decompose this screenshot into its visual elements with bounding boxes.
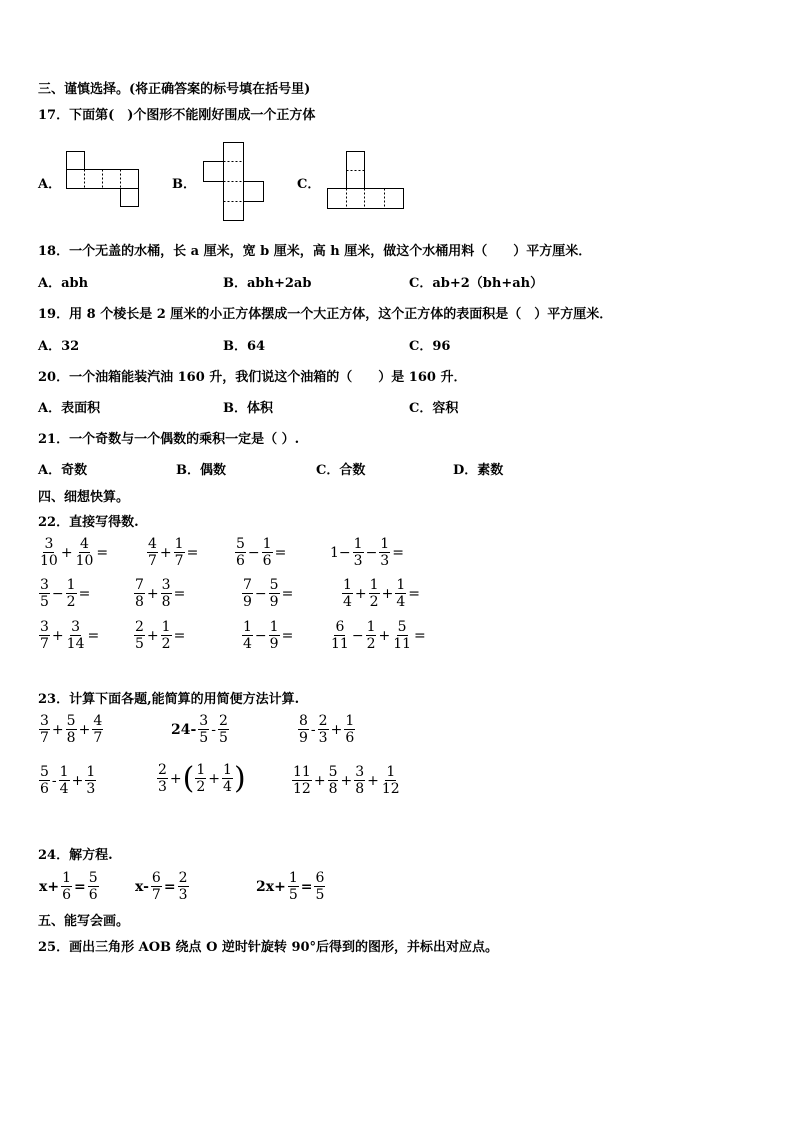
q22-expression-5: $\frac{3}{5}$ − $\frac{1}{2}$ = [40,577,91,610]
q24-equation-1: x+ $\frac{1}{6}$ = $\frac{5}{6}$ [39,870,98,903]
q23-expression-4: $\frac{5}{6}$ - $\frac{1}{4}$ + $\frac{1}{3}$ [40,764,96,797]
q22-expression-12: $\frac{6}{11}$ − $\frac{1}{2}$ + $\frac{5}{11}$ = [331,619,426,652]
q23-expression-6: $\frac{11}{12}$ + $\frac{5}{8}$ + $\frac{3}{8}$ + $\frac{1}{12}$ [293,764,400,797]
q17-option-a-label: A． [38,177,62,192]
q23-expression-3: $\frac{8}{9}$ - $\frac{2}{3}$ + $\frac{1}{6}$ [299,713,355,746]
q22-expression-8: $\frac{1}{4}$ + $\frac{1}{2}$ + $\frac{1}{4}$ = [343,577,420,610]
q22-expression-7: $\frac{7}{9}$ − $\frac{5}{9}$ = [243,577,294,610]
question-18: 18．一个无盖的水桶，长 a 厘米，宽 b 厘米，高 h 厘米，做这个水桶用料（ ）平方厘米． [38,244,592,259]
q18-option-b: B．abh+2ab [223,276,312,291]
q18-option-a: A．abh [38,276,89,291]
q22-expression-1: $\frac{3}{10}$ + $\frac{4}{10}$ = [40,536,109,569]
question-20: 20．一个油箱能装汽油 160 升，我们说这个油箱的（ ）是 160 升． [38,370,467,385]
question-25: 25．画出三角形 AOB 绕点 O 逆时针旋转 90°后得到的图形，并标出对应点。 [38,940,499,955]
section-title: 五、能写会画。 [38,914,130,929]
q22-expression-10: $\frac{2}{5}$ + $\frac{1}{2}$ = [135,619,186,652]
q18-option-c: C．ab+2（bh+ah） [409,276,544,291]
q20-option-b: B．体积 [223,401,273,416]
question-19: 19．用 8 个棱长是 2 厘米的小正方体摆成一个大正方体，这个正方体的表面积是（ ）平方厘米． [38,307,613,322]
q22-expression-11: $\frac{1}{4}$ − $\frac{1}{9}$ = [243,619,294,652]
question-24: 24．解方程. [38,848,113,863]
question-22: 22．直接写得数. [38,515,139,530]
q20-option-c: C．容积 [409,401,459,416]
q21-option-d: D．素数 [453,463,504,478]
q21-option-b: B．偶数 [176,463,226,478]
q24-equation-3: 2x+ $\frac{1}{5}$ = $\frac{6}{5}$ [256,870,325,903]
q24-equation-2: x- $\frac{6}{7}$ = $\frac{2}{3}$ [135,870,188,903]
q21-option-a: A．奇数 [38,463,88,478]
q22-expression-3: $\frac{5}{6}$ − $\frac{1}{6}$ = [236,536,287,569]
q23-expression-5: $\frac{2}{3}$ + ( $\frac{1}{2}$ + $\frac{1}{4}$ ) [158,760,246,796]
q22-expression-9: $\frac{3}{7}$ + $\frac{3}{14}$ = [40,619,100,652]
question-17: 17．下面第( )个图形不能刚好围成一个正方体 [38,108,316,123]
q22-expression-2: $\frac{4}{7}$ + $\frac{1}{7}$ = [148,536,199,569]
q23-expression-2: 24- $\frac{3}{5}$ - $\frac{2}{5}$ [171,713,228,746]
question-21: 21．一个奇数与一个偶数的乘积一定是（ ）. [38,432,300,447]
q19-option-a: A．32 [38,339,80,354]
section-title: 四、细想快算。 [38,490,130,505]
q20-option-a: A．表面积 [38,401,101,416]
cube-net-c [327,151,407,211]
cube-net-b [203,142,267,222]
q17-option-b-label: B． [172,177,196,192]
section-title: 三、谨慎选择。(将正确答案的标号填在括号里) [38,82,311,97]
q17-option-c-label: C． [297,177,321,192]
q22-expression-4: 1− $\frac{1}{3}$ − $\frac{1}{3}$ = [330,536,404,569]
q19-option-b: B．64 [223,339,266,354]
q22-expression-6: $\frac{7}{8}$ + $\frac{3}{8}$ = [135,577,186,610]
question-23: 23．计算下面各题,能简算的用简便方法计算. [38,692,300,707]
cube-net-a [66,151,142,209]
q19-option-c: C．96 [409,339,451,354]
q23-expression-1: $\frac{3}{7}$ + $\frac{5}{8}$ + $\frac{4}{7}$ [40,713,103,746]
q21-option-c: C．合数 [316,463,366,478]
